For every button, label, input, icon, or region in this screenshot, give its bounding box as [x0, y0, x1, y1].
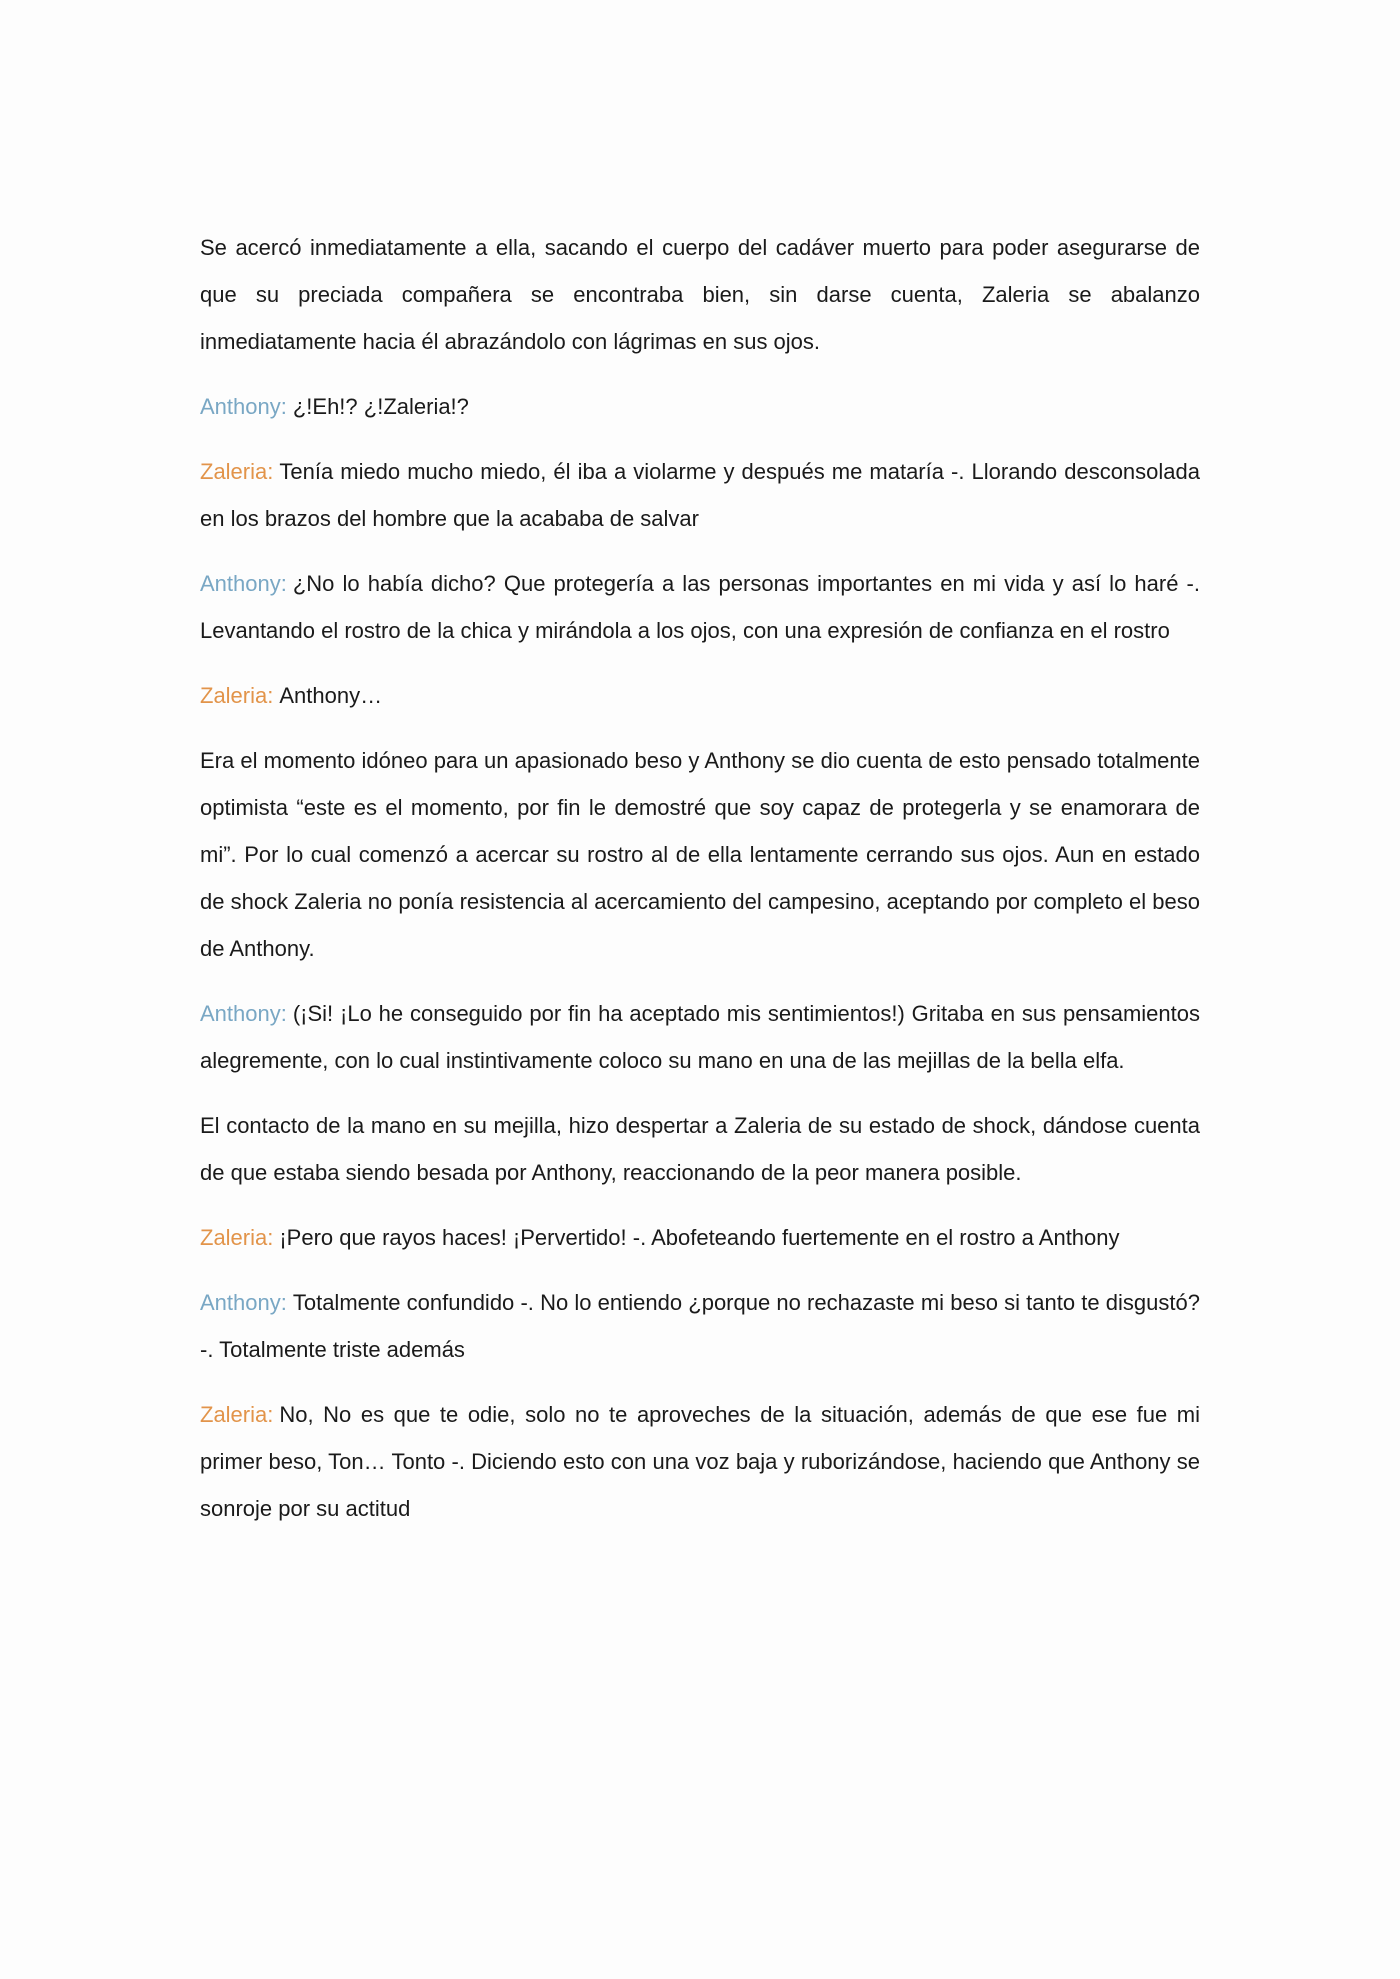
dialogue-paragraph: [200, 383, 1200, 430]
dialogue-paragraph: [200, 1391, 1200, 1532]
paragraph-text: No, No es que te odie, solo no te aproveches de la situación, además de que ese fue mi primer beso, Ton… Tonto -. Diciendo esto con una voz baja y ruborizándose, haciendo que Anthony se sonroje por su actitud: [200, 1402, 1200, 1521]
speaker-label-zaleria: Zaleria:: [200, 459, 274, 484]
speaker-label-anthony: Anthony:: [200, 394, 287, 419]
paragraph-text: Tenía miedo mucho miedo, él iba a violarme y después me mataría -. Llorando desconsolada en los brazos del hombre que la acababa de salvar: [200, 459, 1200, 531]
dialogue-paragraph: [200, 672, 1200, 719]
story-text: [200, 224, 1200, 1550]
speaker-label-anthony: Anthony:: [200, 1001, 287, 1026]
speaker-label-zaleria: Zaleria:: [200, 1402, 274, 1427]
speaker-label-anthony: Anthony:: [200, 1290, 287, 1315]
narration-paragraph: [200, 737, 1200, 972]
dialogue-paragraph: [200, 448, 1200, 542]
paragraph-text: Se acercó inmediatamente a ella, sacando el cuerpo del cadáver muerto para poder asegurarse de que su preciada compañera se encontraba bien, sin darse cuenta, Zaleria se abalanzo inmediatamente hacia él abrazándolo con lágrimas en sus ojos.: [200, 235, 1200, 354]
paragraph-text: ¿No lo había dicho? Que protegería a las personas importantes en mi vida y así lo haré -. Levantando el rostro de la chica y mirándola a los ojos, con una expresión de confianza en el rostro: [200, 571, 1200, 643]
narration-paragraph: [200, 224, 1200, 365]
paragraph-text: El contacto de la mano en su mejilla, hizo despertar a Zaleria de su estado de shock, dándose cuenta de que estaba siendo besada por Anthony, reaccionando de la peor manera posible.: [200, 1113, 1200, 1185]
dialogue-paragraph: [200, 1279, 1200, 1373]
paragraph-text: ¡Pero que rayos haces! ¡Pervertido! -. Abofeteando fuertemente en el rostro a Anthony: [279, 1225, 1120, 1250]
dialogue-paragraph: [200, 1214, 1200, 1261]
dialogue-paragraph: [200, 990, 1200, 1084]
dialogue-paragraph: [200, 560, 1200, 654]
paragraph-text: Totalmente confundido -. No lo entiendo ¿porque no rechazaste mi beso si tanto te disgustó? -. Totalmente triste además: [200, 1290, 1200, 1362]
paragraph-text: (¡Si! ¡Lo he conseguido por fin ha aceptado mis sentimientos!) Gritaba en sus pensamientos alegremente, con lo cual instintivamente coloco su mano en una de las mejillas de la bella elfa.: [200, 1001, 1200, 1073]
speaker-label-zaleria: Zaleria:: [200, 1225, 274, 1250]
paragraph-text: Era el momento idóneo para un apasionado beso y Anthony se dio cuenta de esto pensado totalmente optimista “este es el momento, por fin le demostré que soy capaz de protegerla y se enamorara de mi”. Por lo cual comenzó a acercar su rostro al de ella lentamente cerrando sus ojos. Aun en estado de shock Zaleria no ponía resistencia al acercamiento del campesino, aceptando por completo el beso de Anthony.: [200, 748, 1200, 961]
speaker-label-zaleria: Zaleria:: [200, 683, 274, 708]
narration-paragraph: [200, 1102, 1200, 1196]
paragraph-text: Anthony…: [279, 683, 383, 708]
speaker-label-anthony: Anthony:: [200, 571, 287, 596]
paragraph-text: ¿!Eh!? ¿!Zaleria!?: [292, 394, 469, 419]
